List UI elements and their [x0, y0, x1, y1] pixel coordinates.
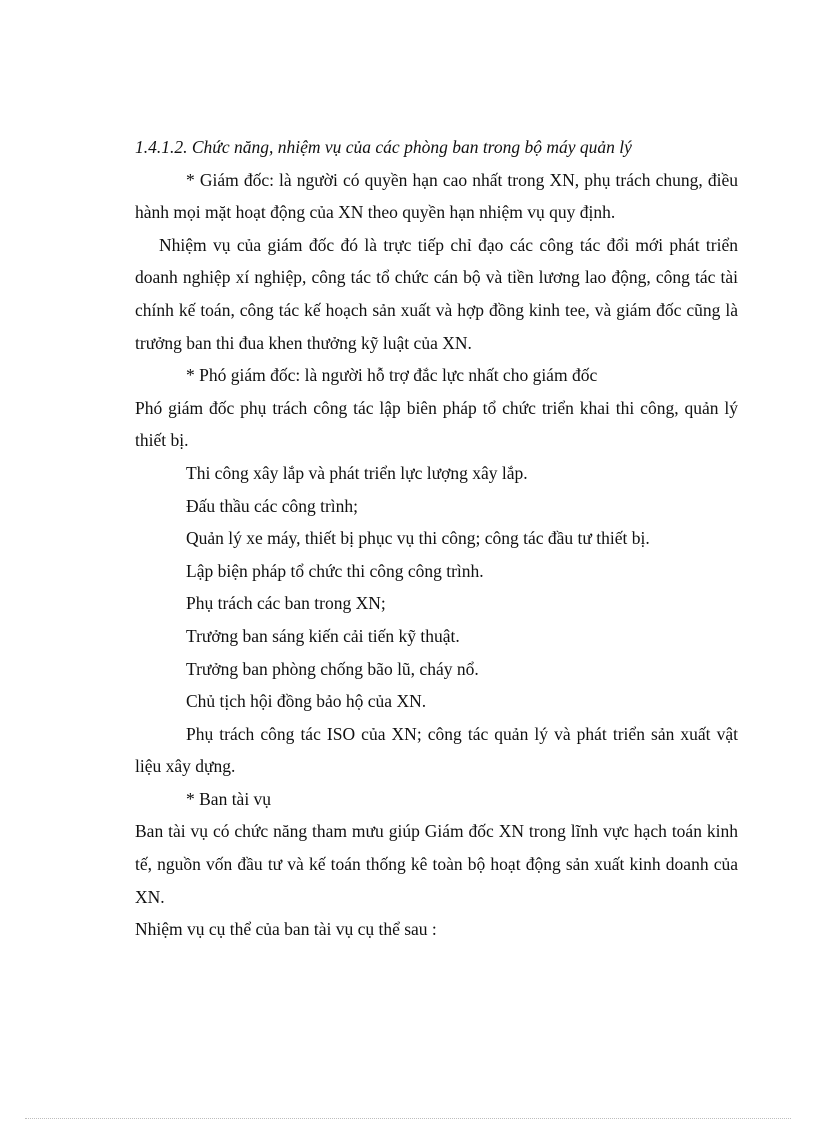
paragraph-nhiem-vu-ban-tai-vu: Nhiệm vụ cụ thể của ban tài vụ cụ thể sau : — [135, 919, 437, 940]
paragraph-pho-giam-doc: * Phó giám đốc: là người hỗ trợ đắc lực nhất cho giám đốc — [186, 365, 598, 386]
list-item: Thi công xây lắp và phát triển lực lượng xây lắp. — [186, 462, 528, 483]
paragraph-ban-tai-vu-chuc-nang: Ban tài vụ có chức năng tham mưu giúp Giám đốc XN trong lĩnh vực hạch toán kinh tế, nguồn vốn đầu tư và kế toán thống kê toàn bộ hoạt động sản xuất kinh doanh của XN. — [135, 821, 738, 907]
paragraph-ban-tai-vu-heading: * Ban tài vụ — [186, 788, 272, 809]
paragraph-giam-doc: * Giám đốc: là người có quyền hạn cao nhất trong XN, phụ trách chung, điều hành mọi mặt hoạt động của XN theo quyền hạn nhiệm vụ quy định. — [135, 169, 738, 223]
footer-divider — [25, 1118, 791, 1119]
document-body — [135, 131, 738, 946]
paragraph-pho-giam-doc-phu-trach: Phó giám đốc phụ trách công tác lập biên pháp tổ chức triển khai thi công, quản lý thiết bị. — [135, 397, 738, 451]
paragraph-nhiem-vu-giam-doc: Nhiệm vụ của giám đốc đó là trực tiếp chỉ đạo các công tác đổi mới phát triển doanh nghiệp xí nghiệp, công tác tổ chức cán bộ và tiền lương lao động, công tác tài chính kế toán, công tác kế hoạch sản xuất và hợp đồng kinh tee, và giám đốc cũng là trưởng ban thi đua khen thưởng kỹ luật của XN. — [135, 234, 738, 353]
section-heading: 1.4.1.2. Chức năng, nhiệm vụ của các phòng ban trong bộ máy quản lý — [135, 137, 632, 157]
list-item: Quản lý xe máy, thiết bị phục vụ thi công; công tác đầu tư thiết bị. — [186, 528, 650, 549]
list-item: Phụ trách các ban trong XN; — [186, 593, 386, 614]
list-item: Trưởng ban phòng chống bão lũ, cháy nổ. — [186, 658, 479, 679]
list-item: Lập biện pháp tổ chức thi công công trình. — [186, 560, 484, 581]
list-item: Trưởng ban sáng kiến cải tiến kỹ thuật. — [186, 625, 460, 646]
paragraph-iso: Phụ trách công tác ISO của XN; công tác quản lý và phát triển sản xuất vật liệu xây dựng. — [135, 723, 738, 777]
list-item: Đấu thầu các công trình; — [186, 495, 359, 516]
list-item: Chủ tịch hội đồng bảo hộ của XN. — [186, 691, 427, 712]
